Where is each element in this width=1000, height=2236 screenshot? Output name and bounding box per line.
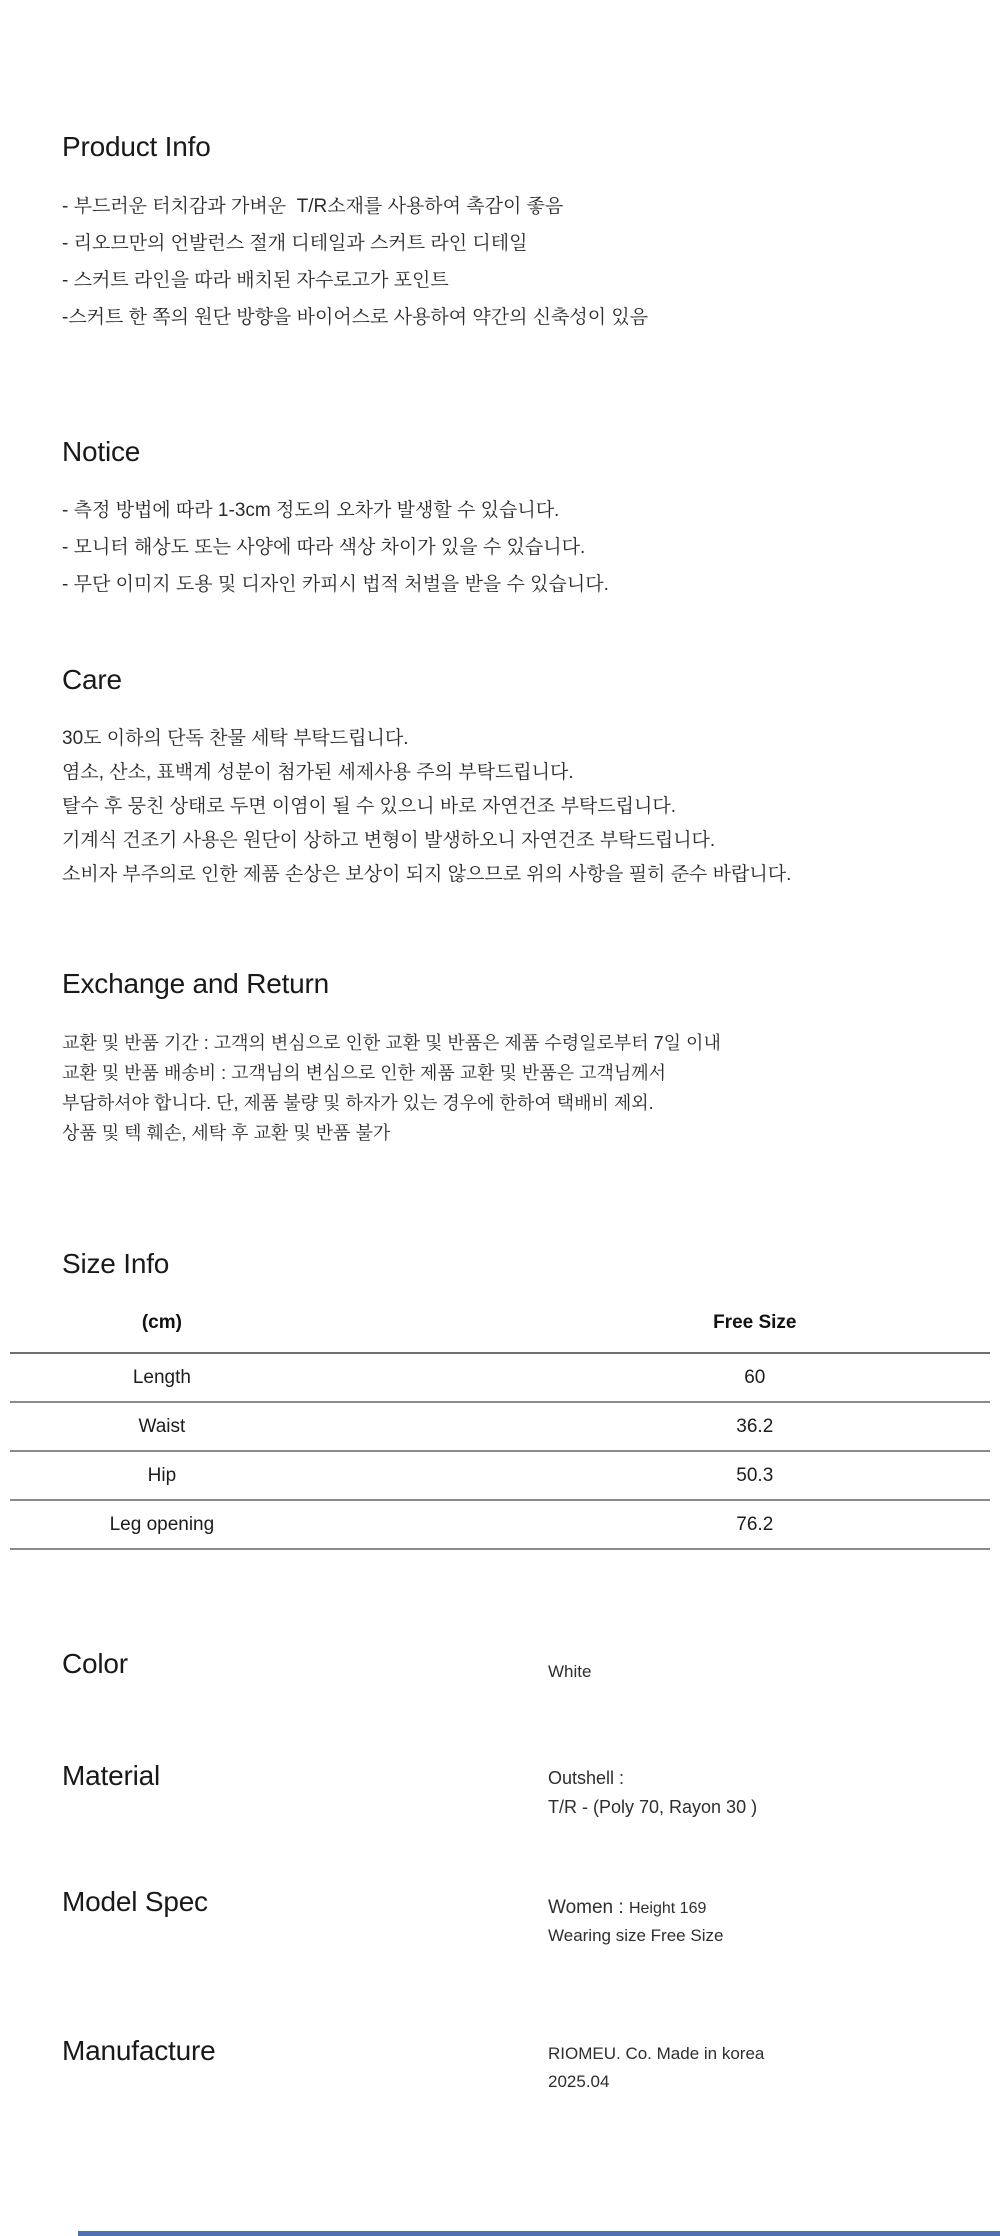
notice-title: Notice <box>62 436 141 467</box>
size-info-title: Size Info <box>62 1248 170 1279</box>
exchange-return-lines <box>62 1028 721 1148</box>
size-row-label: Length <box>132 1366 191 1388</box>
material-line: T/R - (Poly 70, Rayon 30 ) <box>548 1797 758 1817</box>
notice-line: - 모니터 해상도 또는 사양에 따라 색상 차이가 있을 수 있습니다. <box>62 537 586 558</box>
size-row-value: 36.2 <box>736 1415 774 1437</box>
product-info-line: - 스커트 라인을 따라 배치된 자수로고가 포인트 <box>62 270 449 291</box>
care-lines <box>62 722 791 892</box>
material-title: Material <box>62 1760 160 1791</box>
product-info-line: -스커트 한 쪽의 원단 방향을 바이어스로 사용하여 약간의 신축성이 있음 <box>62 307 649 328</box>
size-row-label: Waist <box>138 1415 186 1437</box>
table-row <box>10 1354 990 1403</box>
model-spec-line: Wearing size Free Size <box>548 1926 724 1945</box>
manufacture-value <box>548 2040 764 2096</box>
exchange-return-line: 교환 및 반품 배송비 : 고객님의 변심으로 인한 제품 교환 및 반품은 고객님께서 <box>62 1063 667 1083</box>
model-spec-line <box>548 1894 723 1922</box>
model-spec-gender: Women : <box>548 1897 629 1918</box>
care-title: Care <box>62 664 122 695</box>
size-row-label: Hip <box>147 1464 177 1486</box>
model-spec-height: Height 169 <box>628 1900 707 1917</box>
color-title: Color <box>62 1648 128 1679</box>
bottom-accent-bar <box>78 2231 1000 2236</box>
size-row-label: Leg opening <box>109 1513 215 1535</box>
size-table-body <box>10 1352 990 1550</box>
manufacture-line: RIOMEU. Co. Made in korea <box>548 2044 765 2063</box>
material-line: Outshell : <box>548 1768 625 1788</box>
product-info-title: Product Info <box>62 131 211 162</box>
table-row <box>10 1452 990 1501</box>
exchange-return-line: 교환 및 반품 기간 : 고객의 변심으로 인한 교환 및 반품은 제품 수령일로부터 7일 이내 <box>62 1033 721 1053</box>
table-row <box>10 1501 990 1550</box>
notice-line: - 무단 이미지 도용 및 디자인 카피시 법적 처벌을 받을 수 있습니다. <box>62 574 609 595</box>
size-table-unit-header: (cm) <box>141 1311 182 1333</box>
product-info-line: - 리오므만의 언발런스 절개 디테일과 스커트 라인 디테일 <box>62 233 528 254</box>
model-spec-title: Model Spec <box>62 1886 208 1917</box>
size-row-value: 76.2 <box>736 1513 774 1535</box>
care-line: 염소, 산소, 표백계 성분이 첨가된 세제사용 주의 부탁드립니다. <box>62 762 574 783</box>
size-row-value: 60 <box>744 1366 766 1388</box>
exchange-return-line: 상품 및 텍 훼손, 세탁 후 교환 및 반품 불가 <box>62 1123 391 1143</box>
material-value <box>548 1764 757 1822</box>
manufacture-title: Manufacture <box>62 2035 216 2066</box>
size-table-size-header: Free Size <box>713 1311 797 1333</box>
care-line: 30도 이하의 단독 찬물 세탁 부탁드립니다. <box>62 728 409 749</box>
product-info-line: - 부드러운 터치감과 가벼운 T/R소재를 사용하여 촉감이 좋음 <box>62 196 564 217</box>
product-info-lines <box>62 188 648 336</box>
size-row-value: 50.3 <box>736 1464 774 1486</box>
notice-line: - 측정 방법에 따라 1-3cm 정도의 오차가 발생할 수 있습니다. <box>62 500 560 521</box>
model-spec-value <box>548 1894 723 1949</box>
size-table-header-row <box>10 1293 990 1352</box>
care-line: 소비자 부주의로 인한 제품 손상은 보상이 되지 않으므로 위의 사항을 필히 준수 바랍니다. <box>62 864 792 885</box>
notice-lines <box>62 492 609 603</box>
exchange-return-title: Exchange and Return <box>62 968 330 999</box>
table-row <box>10 1403 990 1452</box>
size-table <box>10 1293 990 1550</box>
exchange-return-line: 부담하셔야 합니다. 단, 제품 불량 및 하자가 있는 경우에 한하여 택배비 제외. <box>62 1093 654 1113</box>
care-line: 기계식 건조기 사용은 원단이 상하고 변형이 발생하오니 자연건조 부탁드립니다. <box>62 830 716 851</box>
manufacture-line: 2025.04 <box>548 2072 610 2091</box>
color-value: White <box>548 1662 592 1681</box>
care-line: 탈수 후 뭉친 상태로 두면 이염이 될 수 있으니 바로 자연건조 부탁드립니다. <box>62 796 676 817</box>
